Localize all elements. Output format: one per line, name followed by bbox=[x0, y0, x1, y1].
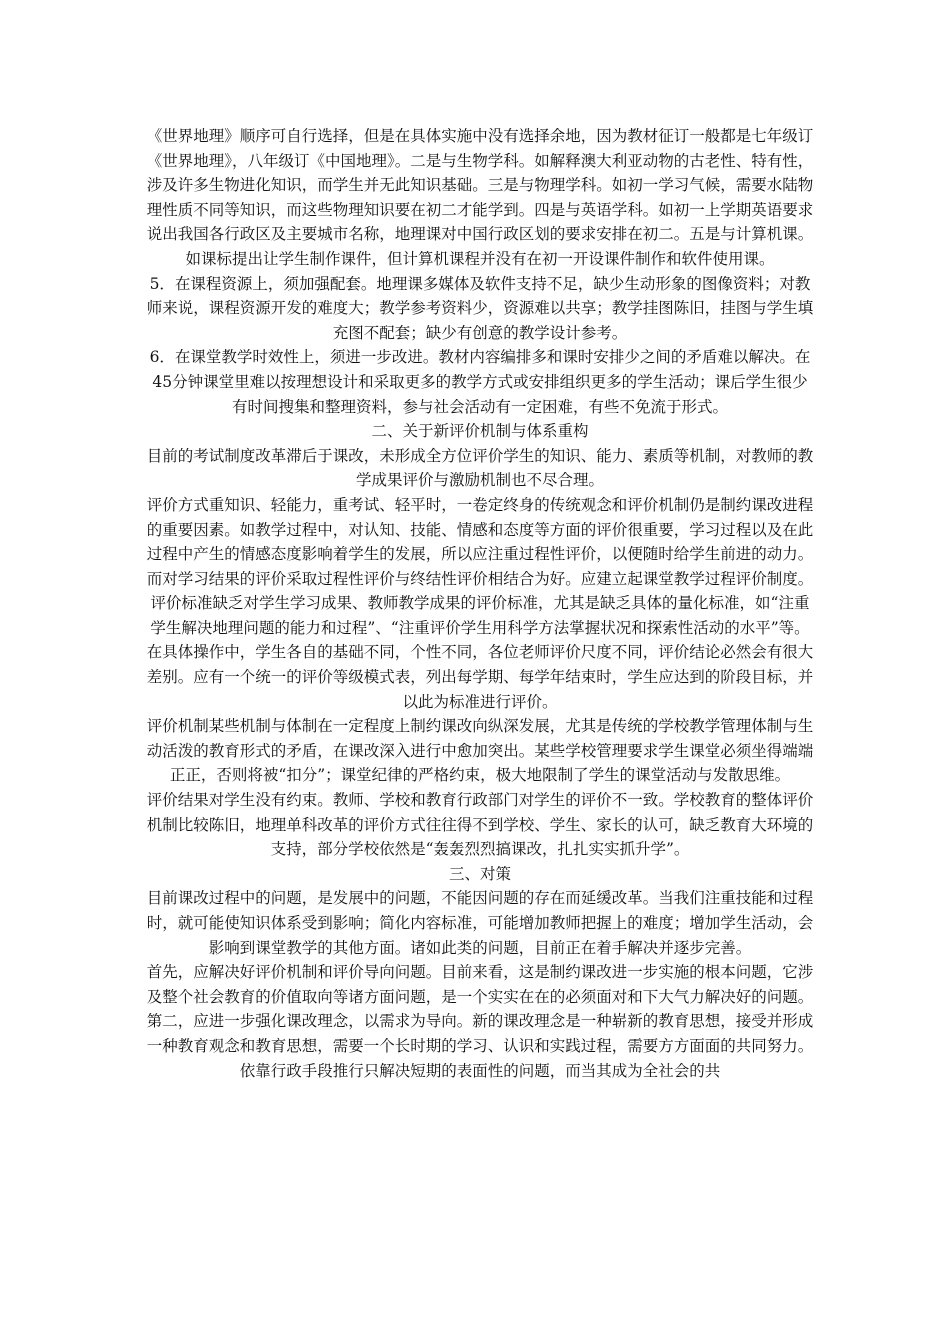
paragraph-curriculum-resources: 5．在课程资源上，须加强配套。地理课多媒体及软件支持不足，缺少生动形象的图像资料；对教师来说，课程资源开发的难度大；教学参考资料少，资源难以共享；教学挂图陈旧，挂图与学生填充图不配套；缺少有创意的教学设计参考。 bbox=[146, 274, 814, 342]
paragraph-geography-subject-overlap: 《世界地理》顺序可自行选择，但是在具体实施中没有选择余地，因为教材征订一般都是七年级订《世界地理》，八年级订《中国地理》。二是与生物学科。如解释澳大利亚动物的古老性、特有性，涉及许多生物进化知识，而学生并无此知识基础。三是与物理学科。如初一学习气候，需要水陆物理性质不同等知识，而这些物理知识要在初二才能学到。四是与英语学科。如初一上学期英语要求说出我国各行政区及主要城市名称，地理课对中国行政区划的要求安排在初二。五是与计算机课。如课标提出让学生制作课件，但计算机课程并没有在初一开设课件制作和软件使用课。 bbox=[146, 127, 814, 268]
paragraph-evaluation-method: 评价方式重知识、轻能力，重考试、轻平时，一卷定终身的传统观念和评价机制仍是制约课改进程的重要因素。如教学过程中，对认知、技能、情感和态度等方面的评价很重要，学习过程以及在此过程中产生的情感态度影响着学生的发展，所以应注重过程性评价，以便随时给学生前进的动力。而对学习结果的评价采取过程性评价与终结性评价相结合为好。应建立起课堂教学过程评价制度。 bbox=[146, 495, 814, 588]
paragraph-first-measure: 首先，应解决好评价机制和评价导向问题。目前来看，这是制约课改进一步实施的根本问题，它涉及整个社会教育的价值取向等诸方面问题，是一个实实在在的必须面对和下大气力解决好的问题。 bbox=[146, 963, 814, 1006]
section-heading-evaluation: 二、关于新评价机制与体系重构 bbox=[371, 422, 589, 441]
paragraph-evaluation-standard: 评价标准缺乏对学生学习成果、教师教学成果的评价标准，尤其是缺乏具体的量化标准，如“注重学生解决地理问题的能力和过程”、“注重评价学生用科学方法掌握状况和探索性活动的水平”等。在具体操作中，学生各自的基础不同，个性不同，各位老师评价尺度不同，评价结论必然会有很大差别。应有一个统一的评价等级模式表，列出每学期、每学年结束时，学生应达到的阶段目标，并以此为标准进行评价。 bbox=[146, 594, 814, 711]
paragraph-current-problems: 目前课改过程中的问题，是发展中的问题，不能因问题的存在而延缓改革。当我们注重技能和过程时，就可能使知识体系受到影响；简化内容标准，可能增加教师把握上的难度；增加学生活动，会影响到课堂教学的其他方面。诸如此类的问题，目前正在着手解决并逐步完善。 bbox=[146, 889, 814, 957]
paragraph-classroom-effectiveness: 6．在课堂教学时效性上，须进一步改进。教材内容编排多和课时安排少之间的矛盾难以解决。在45分钟课堂里难以按理想设计和采取更多的教学方式或安排组织更多的学生活动；课后学生很少有时间搜集和整理资料，参与社会活动有一定困难，有些不免流于形式。 bbox=[149, 348, 811, 416]
paragraph-evaluation-result: 评价结果对学生没有约束。教师、学校和教育行政部门对学生的评价不一致。学校教育的整体评价机制比较陈旧，地理单科改革的评价方式往往得不到学校、学生、家长的认可，缺乏教育大环境的支持，部分学校依然是“轰轰烈烈搞课改，扎扎实实抓升学”。 bbox=[146, 791, 814, 859]
paragraph-second-measure: 第二，应进一步强化课改理念，以需求为导向。新的课改理念是一种崭新的教育思想，接受并形成一种教育观念和教育思想，需要一个长时期的学习、认识和实践过程，需要方方面面的共同努力。依靠行政手段推行只解决短期的表面性的问题，而当其成为全社会的共 bbox=[146, 1012, 814, 1080]
section-heading-countermeasures: 三、对策 bbox=[448, 864, 511, 883]
paragraph-evaluation-mechanism: 评价机制某些机制与体制在一定程度上制约课改向纵深发展，尤其是传统的学校教学管理体制与生动活泼的教育形式的矛盾，在课改深入进行中愈加突出。某些学校管理要求学生课堂必须坐得端端正正，否则将被“扣分”；课堂纪律的严格约束，极大地限制了学生的课堂活动与发散思维。 bbox=[146, 717, 814, 785]
paragraph-exam-reform: 目前的考试制度改革滞后于课改，未形成全方位评价学生的知识、能力、素质等机制，对教师的教学成果评价与激励机制也不尽合理。 bbox=[146, 446, 814, 490]
document-body bbox=[145, 124, 815, 1083]
